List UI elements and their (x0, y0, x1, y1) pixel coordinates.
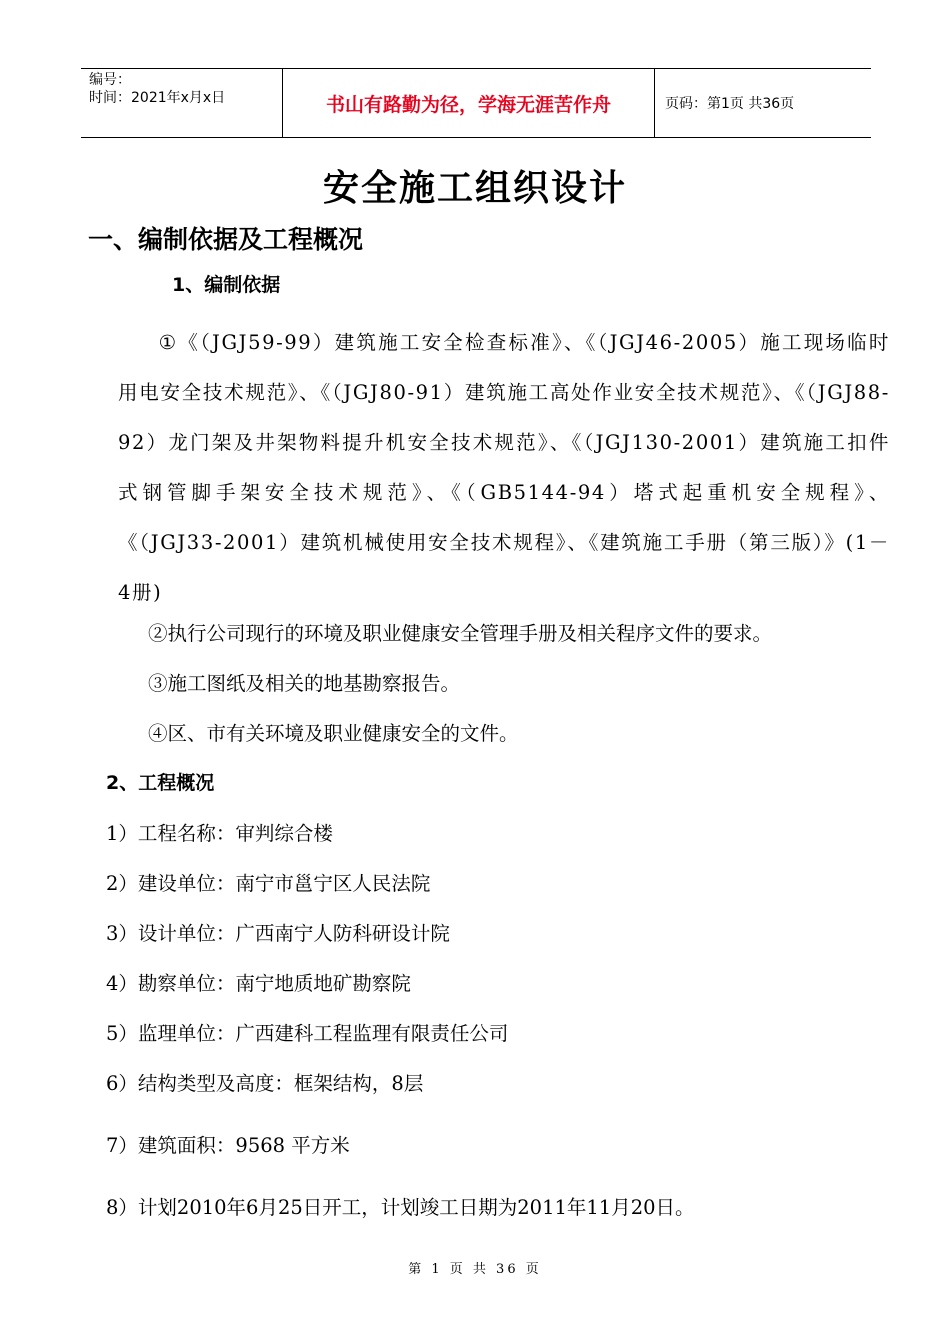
basis-item-1 (118, 318, 890, 618)
section-heading-1: 一、编制依据及工程概况 (88, 225, 364, 254)
header-motto-cell (283, 69, 655, 137)
subsection-heading-basis: 1、编制依据 (172, 274, 281, 296)
overview-item: 1）工程名称：审判综合楼 (106, 822, 333, 845)
basis-item-4: ④区、市有关环境及职业健康安全的文件。 (148, 722, 519, 745)
header-page-cell (655, 69, 871, 137)
number-label: 编号： (89, 72, 131, 88)
basis-item-3: ③施工图纸及相关的地基勘察报告。 (148, 672, 461, 695)
basis-item-2: ②执行公司现行的环境及职业健康安全管理手册及相关程序文件的要求。 (148, 622, 773, 645)
overview-item: 2）建设单位：南宁市邕宁区人民法院 (106, 872, 431, 895)
overview-item: 3）设计单位：广西南宁人防科研设计院 (106, 922, 450, 945)
overview-item: 6）结构类型及高度：框架结构，8层 (106, 1072, 424, 1095)
subsection-heading-overview: 2、工程概况 (106, 772, 215, 794)
header-table (81, 68, 871, 138)
date-label: 时间：2021年x月x日 (89, 90, 226, 106)
motto-text: 书山有路勤为径，学海无涯苦作舟 (325, 93, 611, 116)
page-info: 页码：第1页 共36页 (665, 96, 795, 112)
page-footer: 第 1 页 共 36 页 (408, 1262, 542, 1277)
overview-item: 4）勘察单位：南宁地质地矿勘察院 (106, 972, 411, 995)
overview-item: 5）监理单位：广西建科工程监理有限责任公司 (106, 1022, 509, 1045)
basis-item-1-text: ①《（JGJ59-99）建筑施工安全检查标准》、《（JGJ46-2005）施工现场临时用电安全技术规范》、《（JGJ80-91）建筑施工高处作业安全技术规范》、《（JGJ88-92）龙门架及井架物料提升机安全技术规范》、《（JGJ130-2001）建筑施工扣件式钢管脚手架安全技术规范》、《（GB5144-94）塔式起重机安全规程》、《（JGJ33-2001）建筑机械使用安全技术规程》、《建筑施工手册（第三版）》(1－4册) (118, 331, 890, 604)
document-title: 安全施工组织设计 (322, 168, 627, 209)
overview-item: 8）计划2010年6月25日开工，计划竣工日期为2011年11月20日。 (106, 1196, 695, 1219)
overview-item: 7）建筑面积：9568 平方米 (106, 1134, 350, 1157)
header-meta-cell (81, 69, 283, 137)
